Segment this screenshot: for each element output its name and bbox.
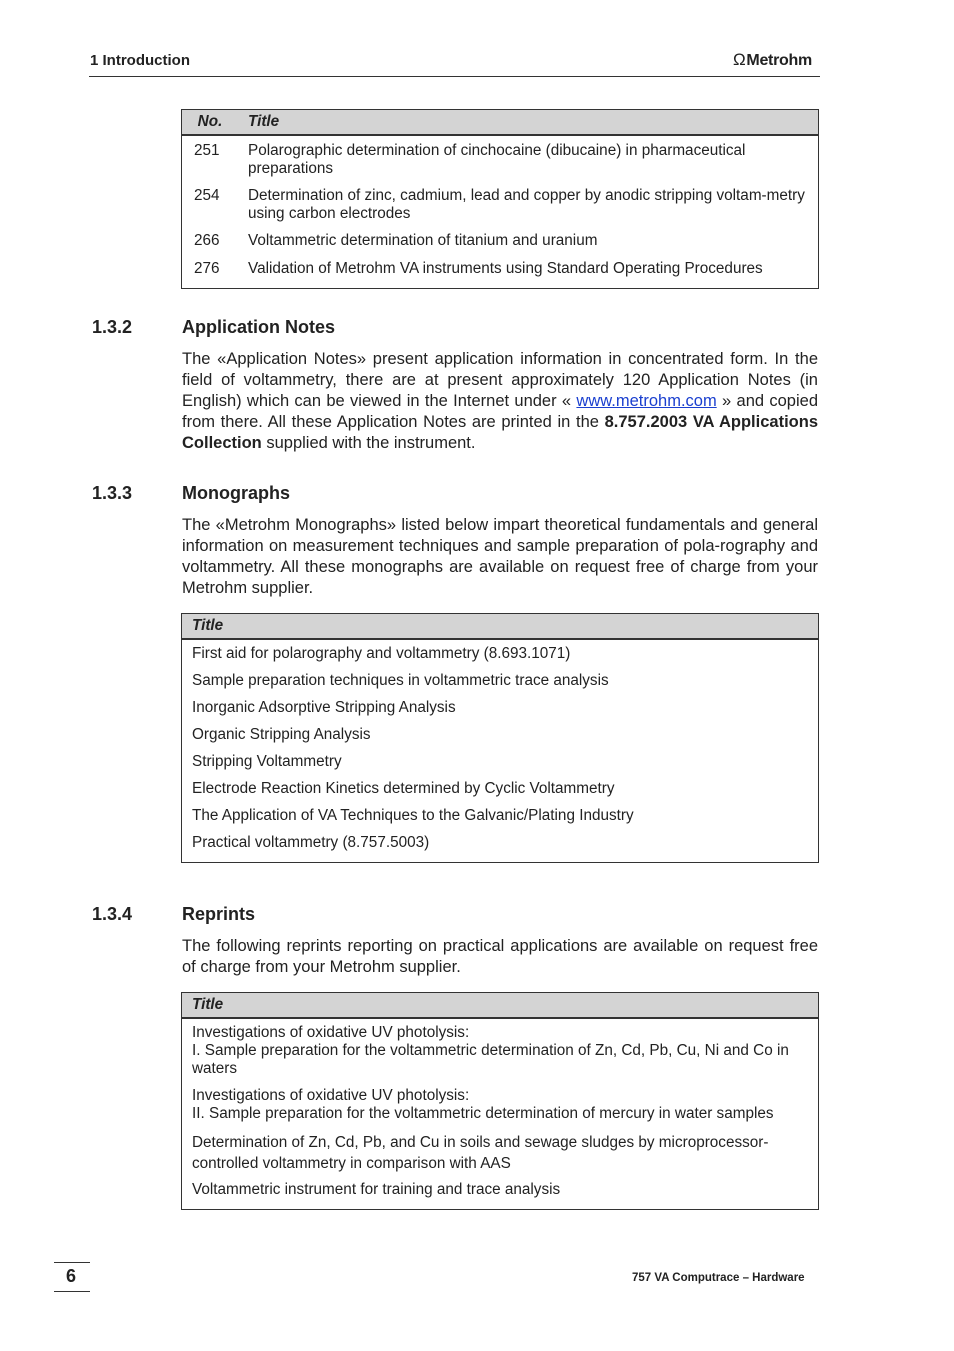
monograph-title: Practical voltammetry (8.757.5003): [192, 834, 430, 851]
section-number: 1.3.2: [92, 317, 133, 337]
table-row: [182, 1123, 819, 1174]
application-bulletins-table: [181, 109, 819, 289]
table-row: [182, 223, 819, 250]
table-row: [182, 639, 819, 663]
monograph-title: Stripping Voltammetry: [192, 753, 342, 770]
table-row: [182, 690, 819, 717]
bulletin-number: 266: [194, 232, 220, 249]
column-header-title: Title: [182, 993, 819, 1019]
monograph-title: Electrode Reaction Kinetics determined by Cyclic Voltammetry: [192, 780, 615, 797]
application-notes-paragraph: [182, 349, 818, 454]
section-title-monographs: Monographs: [182, 483, 290, 503]
reprints-paragraph: The following reprints reporting on practical applications are available on request free of charge from your Metrohm supplier.: [182, 937, 818, 976]
table-row: [182, 1018, 819, 1078]
bulletin-number: 254: [194, 187, 220, 204]
reprint-title-line: II. Sample preparation for the voltammetric determination of mercury in water samples: [192, 1105, 774, 1122]
reprints-table: [181, 992, 819, 1210]
monographs-paragraph: The «Metrohm Monographs» listed below impart theoretical fundamentals and general information on measurement techniques and sample preparation of pola-rography and voltammetry. All these monographs are available on request free of charge from your Metrohm supplier.: [182, 516, 818, 597]
table-header-row: [182, 993, 819, 1019]
omega-logo-icon: Ω: [733, 50, 746, 69]
monograph-title: Sample preparation techniques in voltammetric trace analysis: [192, 672, 609, 689]
monograph-title: The Application of VA Techniques to the Galvanic/Plating Industry: [192, 807, 634, 824]
reprint-title-line: Voltammetric instrument for training and trace analysis: [192, 1181, 561, 1198]
table-header-row: [182, 614, 819, 640]
column-header-no: No.: [182, 110, 229, 136]
table-row: [182, 744, 819, 771]
bulletin-number: 251: [194, 142, 220, 159]
table-row: [182, 1078, 819, 1123]
section-title-application-notes: Application Notes: [182, 317, 336, 337]
monograph-title: Inorganic Adsorptive Stripping Analysis: [192, 699, 456, 716]
table-row: [182, 663, 819, 690]
section-number: 1.3.4: [92, 904, 133, 924]
running-header-section: 1 Introduction: [90, 52, 190, 69]
metrohm-website-link[interactable]: www.metrohm.com: [576, 392, 717, 410]
paragraph-text: The «Application Notes» present application information in concentrated form. In the field of voltammetry, there are at present approximately 120 Application Notes (in English) which can be viewed in the Internet under «: [182, 350, 818, 410]
monograph-title: Organic Stripping Analysis: [192, 726, 371, 743]
paragraph-text: supplied with the instrument.: [261, 434, 476, 452]
table-row: [182, 1174, 819, 1210]
running-footer-title: 757 VA Computrace – Hardware: [632, 1272, 805, 1284]
table-row: [182, 798, 819, 825]
reprint-title: [182, 1174, 819, 1210]
section-number: 1.3.3: [92, 483, 133, 503]
collection-title: 8.757.2003 VA Applications Collection: [182, 413, 818, 452]
bulletin-number: 276: [194, 260, 220, 277]
reprint-title: [182, 1018, 819, 1078]
table-row: [182, 825, 819, 863]
bulletin-title: Validation of Metrohm VA instruments using Standard Operating Procedures: [248, 260, 763, 277]
column-header-title: Title: [228, 110, 819, 136]
table-row: [182, 771, 819, 798]
header-rule: [89, 76, 820, 77]
metrohm-logo: [733, 50, 812, 70]
column-header-title: Title: [182, 614, 819, 640]
table-row: [182, 135, 819, 178]
reprint-title: [182, 1078, 819, 1123]
monographs-table: [181, 613, 819, 863]
paragraph-text: » and copied from there. All these Application Notes are printed in the: [182, 392, 818, 431]
bulletin-title: Voltammetric determination of titanium and uranium: [248, 232, 598, 249]
section-title-reprints: Reprints: [182, 904, 256, 924]
reprint-title-line: Determination of Zn, Cd, Pb, and Cu in soils and sewage sludges by microprocessor-controlled voltammetry in comparison with AAS: [192, 1134, 769, 1172]
reprint-title-line: Investigations of oxidative UV photolysis:: [192, 1024, 470, 1041]
logo-text: Metrohm: [746, 52, 812, 69]
bulletin-title: Polarographic determination of cinchocaine (dibucaine) in pharmaceutical preparations: [248, 142, 746, 177]
monograph-title: First aid for polarography and voltammetry (8.693.1071): [192, 645, 571, 662]
table-header-row: [182, 110, 819, 136]
page-number: 6: [66, 1266, 77, 1286]
reprint-title-line: Investigations of oxidative UV photolysis:: [192, 1087, 470, 1104]
table-row: [182, 178, 819, 223]
table-row: [182, 250, 819, 289]
reprint-title-line: I. Sample preparation for the voltammetric determination of Zn, Cd, Pb, Cu, Ni and Co in waters: [192, 1042, 789, 1077]
bulletin-title: Determination of zinc, cadmium, lead and copper by anodic stripping voltam-metry using carbon electrodes: [248, 187, 805, 222]
reprint-title: [182, 1123, 819, 1174]
table-row: [182, 717, 819, 744]
